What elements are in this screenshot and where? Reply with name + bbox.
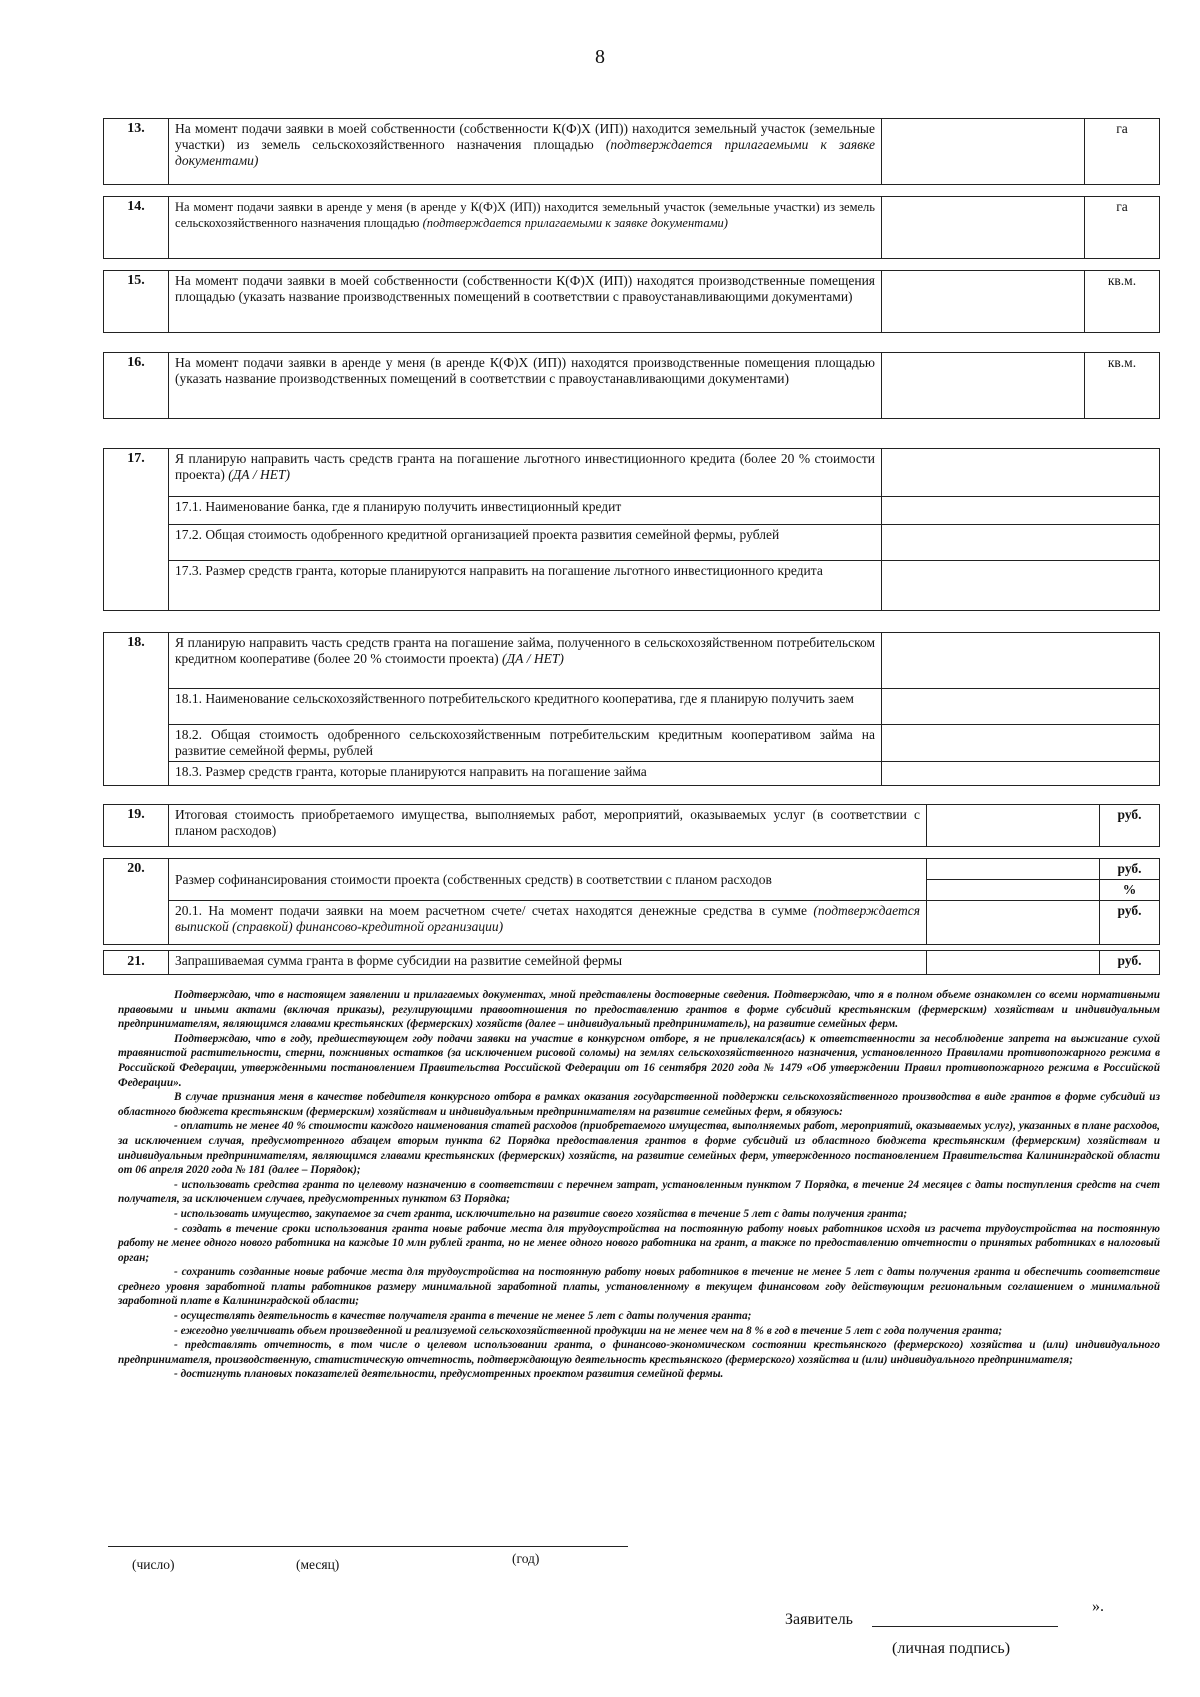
row-20-unit-rub: руб. [1100,859,1160,880]
obligation-item: - осуществлять деятельность в качестве получателя гранта в течение не менее 5 лет с даты получения гранта; [174,1310,752,1323]
closing-quote: ». [1092,1598,1104,1615]
obligation-item: - использовать средства гранта по целевому назначению в соответствии с перечнем затрат, установленным пунктом 7 Порядка, в течение 24 месяцев с даты поступления средств на счет получателя, за исключением случаев, предусмотренных пунктом 63 Порядка; [118,1178,1160,1206]
row-13-value-field[interactable] [882,119,1085,185]
month-label: (месяц) [296,1557,340,1572]
row-13-text: На момент подачи заявки в моей собственности (собственности К(Ф)Х (ИП)) находится земельный участок (земельные участки) из земель сельскохозяйственного назначения площадью [175,121,875,152]
obligation-item: - оплатить не менее 40 % стоимости каждого наименования статей расходов (приобретаемого имущества, выполняемых работ, мероприятий, оказываемых услуг), указанных в плане расходов, за исключением случая, предусмотренного абзацем вторым пункта 62 Порядка предоставления грантов в форме субсидий из областного бюджета крестьянским (фермерским) хозяйствам и индивидуальным предпринимателям, являющимся главами крестьянских (фермерских) хозяйств, на развитие семейных ферм, утвержденного постановлением Правительства Калининградской области от 06 апреля 2020 года № 181 (далее – Порядок); [118,1120,1160,1177]
row-17-1-value-field[interactable] [882,497,1160,525]
row-18-3-value-field[interactable] [882,762,1160,786]
row-18-2-value-field[interactable] [882,725,1160,762]
row-13-table [103,118,1160,185]
row-number: 13. [104,119,169,185]
row-text [169,633,882,689]
signature-caption: (личная подпись) [892,1640,1011,1657]
row-18-table [103,632,1160,786]
row-14-value-field[interactable] [882,197,1085,259]
declaration-paragraph-3: В случае признания меня в качестве победителя конкурсного отбора в рамках оказания государственной поддержки сельскохозяйственного производства в виде грантов в форме субсидий из областного бюджета крестьянским (фермерским) хозяйствам и индивидуальным предпринимателям на развитие семейных ферм, я обязуюсь: [118,1091,1160,1118]
row-14-unit: га [1085,197,1160,259]
row-19-value-field[interactable] [927,805,1100,847]
year-label: (год) [512,1551,540,1566]
row-number: 18. [104,633,169,786]
row-text [169,119,882,185]
row-number: 15. [104,271,169,333]
day-label: (число) [132,1557,175,1572]
row-17-table [103,448,1160,611]
row-21-text: Запрашиваемая сумма гранта в форме субсидии на развитие семейной фермы [169,951,927,975]
declaration-text [118,988,1160,1382]
row-21-table [103,950,1160,975]
row-number: 21. [104,951,169,975]
row-18-1-value-field[interactable] [882,689,1160,725]
row-16-unit: кв.м. [1085,353,1160,419]
obligation-item: - достигнуть плановых показателей деятельности, предусмотренных проектом развития семейной фермы. [174,1368,724,1381]
row-15-unit: кв.м. [1085,271,1160,333]
page-number: 8 [595,46,605,68]
row-20-1-value-field[interactable] [927,901,1100,945]
row-20-unit-percent: % [1100,880,1160,901]
row-19-text: Итоговая стоимость приобретаемого имущества, выполняемых работ, мероприятий, оказываемых услуг (в соответствии с планом расходов) [169,805,927,847]
row-17-2-value-field[interactable] [882,525,1160,561]
row-18-1-text: 18.1. Наименование сельскохозяйственного потребительского кредитного кооператива, где я планирую получить заем [169,689,882,725]
row-20-1-text: 20.1. На момент подачи заявки на моем расчетном счете/ счетах находятся денежные средства в сумме [175,903,808,918]
declaration-paragraph-2: Подтверждаю, что в году, предшествующем году подачи заявки на участие в конкурсном отборе, я не привлекался(ась) к ответственности за несоблюдение запрета на выжигание сухой травянистой растительности, стерни, пожнивных остатков (за исключением рисовой соломы) на землях сельскохозяйственного назначения, установленного Правилами противопожарного режима в Российской Федерации, утвержденными постановлением Правительства Российской Федерации от 16 сентября 2020 года № 1479 «Об утверждении Правил противопожарного режима в Российской Федерации». [118,1032,1160,1089]
row-14-table [103,196,1160,259]
row-17-2-text: 17.2. Общая стоимость одобренного кредитной организацией проекта развития семейной фермы, рублей [169,525,882,561]
declaration-paragraph-1: Подтверждаю, что в настоящем заявлении и прилагаемых документах, мной представлены достоверные сведения. Подтверждаю, что я в полном объеме ознакомлен со всеми нормативными правовыми и иными актами (включая приказы), регулирующими правоотношения по предоставлению грантов в форме субсидий крестьянским (фермерским) хозяйствам и индивидуальным предпринимателям, являющимся главами крестьянских (фермерских) хозяйств (далее – индивидуальный предприниматель), на развитие семейных ферм. [118,989,1160,1031]
row-21-value-field[interactable] [927,951,1100,975]
row-20-text: Размер софинансирования стоимости проекта (собственных средств) в соответствии с планом расходов [169,859,927,901]
row-20-table [103,858,1160,945]
row-15-value-field[interactable] [882,271,1085,333]
row-number: 17. [104,449,169,611]
row-17-3-text: 17.3. Размер средств гранта, которые планируются направить на погашение льготного инвестиционного кредита [169,561,882,611]
row-number: 19. [104,805,169,847]
obligation-item: - создать в течение сроки использования гранта новые рабочие места для трудоустройства на постоянную работу новых работников исходя из расчета трудоустройства на постоянную работу не менее одного нового работника на каждые 10 млн рублей гранта, но не менее одного нового работника на грант, а также по предоставлению отчетности о принятых работниках в налоговый орган; [118,1222,1160,1264]
row-text [169,197,882,259]
obligation-item: - использовать имущество, закупаемое за счет гранта, исключительно на развитие своего хозяйства в течение 5 лет с даты получения гранта; [174,1207,908,1220]
row-15-text: На момент подачи заявки в моей собственности (собственности К(Ф)Х (ИП)) находятся производственные помещения площадью (указать название производственных помещений в соответствии с правоустанавливающими документами) [169,271,882,333]
obligation-item: - сохранить созданные новые рабочие места для трудоустройства на постоянную работу новых работников в течение не менее 5 лет с даты получения гранта и обеспечить соответствие среднего уровня заработной платы работников размеру минимальной заработной платы, установленному в текущем финансовом году действующим региональным соглашением о минимальной заработной плате в Калининградской области; [118,1266,1160,1308]
row-number: 20. [104,859,169,945]
row-13-unit: га [1085,119,1160,185]
row-16-table [103,352,1160,419]
row-19-table [103,804,1160,847]
obligation-item: - представлять отчетность, в том числе о целевом использовании гранта, о финансово-экономическом состоянии крестьянского (фермерского) хозяйства и (или) индивидуального предпринимателя, производственную, статистическую отчетность, подтверждающую деятельность крестьянского (фермерского) хозяйства и (или) индивидуального предпринимателя; [118,1339,1160,1366]
row-15-table [103,270,1160,333]
signature-line[interactable] [872,1626,1058,1627]
row-14-note: (подтверждается прилагаемыми к заявке документами) [422,216,728,230]
row-14-text: На момент подачи заявки в аренде у меня (в аренде у К(Ф)Х (ИП)) находится земельный участок (земельные участки) из земель сельскохозяйственного назначения площадью [175,200,875,230]
applicant-label: Заявитель [785,1611,853,1628]
row-17-text: Я планирую направить часть средств гранта на погашение льготного инвестиционного кредита (более 20 % стоимости проекта) [175,451,875,482]
row-20-percent-field[interactable] [927,880,1100,901]
row-20-1-unit: руб. [1100,901,1160,945]
row-18-2-text: 18.2. Общая стоимость одобренного сельскохозяйственным потребительским кредитным кооперативом займа на развитие семейной фермы, рублей [169,725,882,762]
row-text [169,901,927,945]
row-21-unit: руб. [1100,951,1160,975]
row-20-1-note: (подтверждается выпиской (справкой) финансово-кредитной организации) [175,903,921,934]
row-17-value-field[interactable] [882,449,1160,497]
row-18-note: (ДА / НЕТ) [502,651,564,666]
row-17-1-text: 17.1. Наименование банка, где я планирую получить инвестиционный кредит [169,497,882,525]
row-20-amount-field[interactable] [927,859,1100,880]
row-text [169,449,882,497]
obligation-item: - ежегодно увеличивать объем произведенной и реализуемой сельскохозяйственной продукции на не менее чем на 8 % в год в течение 5 лет с года получения гранта; [174,1324,1003,1337]
row-18-3-text: 18.3. Размер средств гранта, которые планируются направить на погашение займа [169,762,882,786]
row-18-text: Я планирую направить часть средств гранта на погашение займа, полученного в сельскохозяйственном потребительском кредитном кооперативе (более 20 % стоимости проекта) [175,635,875,666]
row-17-note: (ДА / НЕТ) [228,467,291,482]
row-13-note: (подтверждается прилагаемыми к заявке документами) [175,137,876,168]
row-number: 16. [104,353,169,419]
row-number: 14. [104,197,169,259]
row-17-3-value-field[interactable] [882,561,1160,611]
row-19-unit: руб. [1100,805,1160,847]
row-18-value-field[interactable] [882,633,1160,689]
date-line[interactable] [108,1546,628,1547]
row-16-value-field[interactable] [882,353,1085,419]
row-16-text: На момент подачи заявки в аренде у меня (в аренде К(Ф)Х (ИП)) находятся производственные помещения площадью (указать название производственных помещений в соответствии с правоустанавливающими документами) [169,353,882,419]
